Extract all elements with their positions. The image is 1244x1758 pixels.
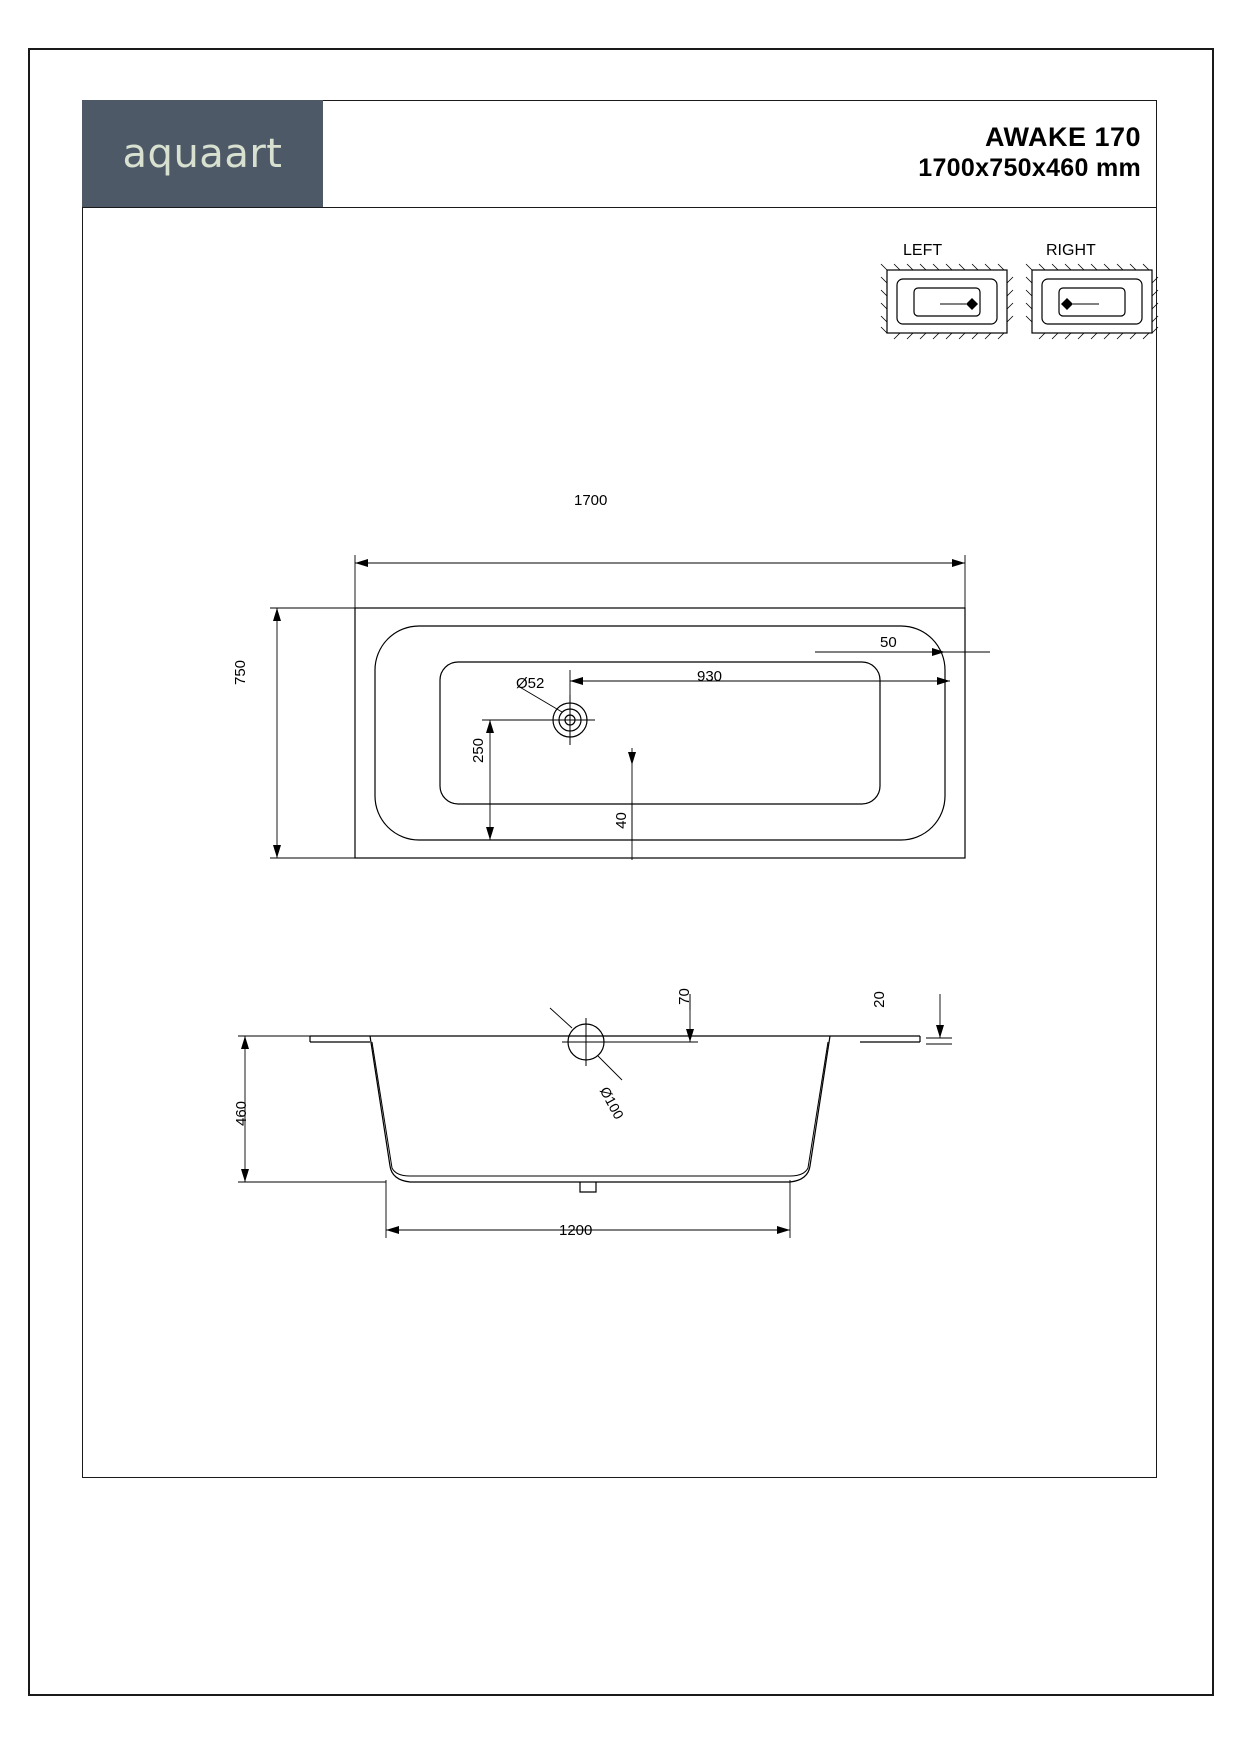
label-overflow-70: 70 — [675, 988, 693, 1005]
label-overflow-diameter: Ø100 — [596, 1084, 628, 1122]
title-text-group — [918, 122, 1141, 183]
orientation-right-label: RIGHT — [1046, 242, 1096, 259]
dim-rim-20 — [926, 994, 952, 1044]
label-rim-20: 20 — [870, 991, 888, 1008]
brand-logo-text: aquaart — [122, 130, 283, 177]
product-name: AWAKE 170 — [984, 122, 1141, 152]
label-drain-diameter: Ø52 — [516, 675, 545, 692]
orientation-icons — [880, 262, 1140, 372]
section-view-geometry — [250, 980, 1010, 1280]
label-drain-250: 250 — [470, 737, 488, 764]
dim-rim-50 — [815, 648, 990, 656]
dim-drain-930 — [570, 670, 950, 730]
label-width-1700: 1700 — [574, 492, 608, 509]
dim-height-460 — [238, 1036, 386, 1182]
orientation-right-icon — [1026, 264, 1158, 339]
overflow-symbol — [550, 1008, 622, 1080]
dim-width-1700 — [355, 555, 965, 612]
label-rim-50: 50 — [880, 634, 897, 651]
drain-symbol — [518, 686, 595, 745]
label-overflow-40: 40 — [612, 812, 630, 829]
product-dimensions: 1700x750x460 mm — [918, 153, 1141, 182]
label-depth-750: 750 — [232, 659, 250, 686]
label-drain-930: 930 — [697, 668, 723, 685]
label-height-460: 460 — [233, 1100, 251, 1127]
orientation-left-label: LEFT — [903, 242, 943, 259]
brand-logo — [82, 100, 323, 207]
top-view-geometry — [250, 540, 1010, 940]
dim-depth-750 — [270, 608, 360, 858]
title-block — [82, 100, 1157, 208]
orientation-left-icon — [881, 264, 1013, 339]
label-base-1200: 1200 — [559, 1222, 593, 1239]
dim-drain-250 — [482, 720, 574, 840]
